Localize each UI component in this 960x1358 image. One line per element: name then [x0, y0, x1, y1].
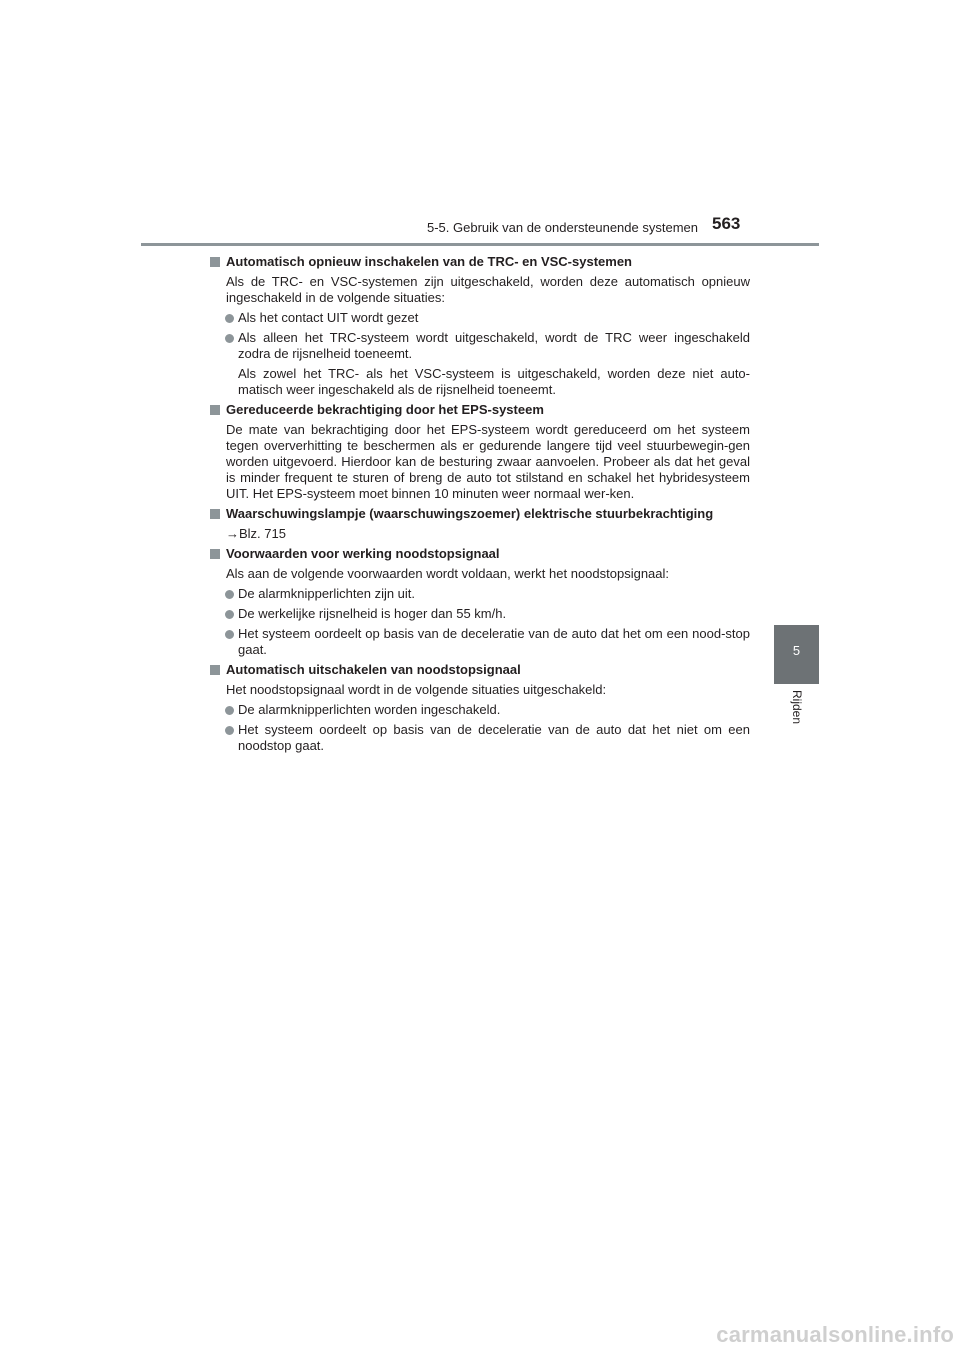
list-item: Als alleen het TRC-systeem wordt uitgeschakeld, wordt de TRC weer ingeschakeld zodra de rijsnelheid toeneemt.: [210, 330, 750, 362]
section-heading: Voorwaarden voor werking noodstopsignaal: [210, 546, 750, 562]
section-trc-vsc: [210, 254, 750, 398]
list-item: Als het contact UIT wordt gezet: [210, 310, 750, 326]
list-item: De alarmknipperlichten worden ingeschakeld.: [210, 702, 750, 718]
section-eps: [210, 402, 750, 502]
section-heading: Automatisch opnieuw inschakelen van de TRC- en VSC-systemen: [210, 254, 750, 270]
circle-bullet-icon: [225, 630, 234, 639]
circle-bullet-icon: [225, 590, 234, 599]
square-bullet-icon: [210, 549, 220, 559]
page-content: [210, 254, 750, 758]
chapter-label: [782, 690, 812, 740]
section-intro: Als aan de volgende voorwaarden wordt voldaan, werkt het noodstopsignaal:: [226, 566, 670, 581]
circle-bullet-icon: [225, 706, 234, 715]
list-item: Het systeem oordeelt op basis van de deceleratie van de auto dat het niet om een noodstop gaat.: [210, 722, 750, 754]
circle-bullet-icon: [225, 334, 234, 343]
section-heading: Automatisch uitschakelen van noodstopsignaal: [210, 662, 750, 678]
chapter-tab[interactable]: [774, 625, 819, 684]
list-item: De werkelijke rijsnelheid is hoger dan 55 km/h.: [210, 606, 750, 622]
chapter-number: 5: [792, 643, 801, 658]
section-warning-light: [210, 506, 750, 542]
list-item: De alarmknipperlichten zijn uit.: [210, 586, 750, 602]
square-bullet-icon: [210, 257, 220, 267]
watermark: carmanualsonline.info: [716, 1322, 954, 1347]
circle-bullet-icon: [225, 726, 234, 735]
header-divider: [141, 243, 819, 246]
list-item: Het systeem oordeelt op basis van de deceleratie van de auto dat het om een nood-stop gaat.: [210, 626, 750, 658]
list-note: Als zowel het TRC- als het VSC-systeem is uitgeschakeld, worden deze niet auto-matisch weer ingeschakeld als de rijsnelheid toeneemt.: [238, 366, 750, 397]
square-bullet-icon: [210, 509, 220, 519]
section-emergency-conditions: [210, 546, 750, 658]
circle-bullet-icon: [225, 610, 234, 619]
page-reference-link[interactable]: →Blz. 715: [226, 526, 286, 541]
section-text: De mate van bekrachtiging door het EPS-systeem wordt gereduceerd om het systeem tegen oververhitting te beschermen als er gedurende langere tijd veel stuurbewegin-gen worden uitgevoerd. Hierdoor kan de besturing zwaar aanvoelen. Probeer als dat het geval is minder frequent te sturen of breng de auto tot stilstand en schakel het hybridesysteem UIT. Het EPS-systeem moet binnen 10 minuten weer normaal wer-ken.: [226, 422, 750, 501]
chapter-label-text: Rijden: [790, 690, 804, 725]
section-intro: Als de TRC- en VSC-systemen zijn uitgeschakeld, worden deze automatisch opnieuw ingeschakeld in de volgende situaties:: [226, 274, 750, 305]
section-intro: Het noodstopsignaal wordt in de volgende situaties uitgeschakeld:: [226, 682, 607, 697]
page-number: 563: [712, 214, 741, 233]
square-bullet-icon: [210, 665, 220, 675]
section-heading: Waarschuwingslampje (waarschuwingszoemer) elektrische stuurbekrachtiging: [210, 506, 750, 522]
square-bullet-icon: [210, 405, 220, 415]
circle-bullet-icon: [225, 314, 234, 323]
section-emergency-off: [210, 662, 750, 754]
section-heading: Gereduceerde bekrachtiging door het EPS-systeem: [210, 402, 750, 418]
page-header: [0, 0, 960, 250]
section-title: 5-5. Gebruik van de ondersteunende systemen: [426, 220, 698, 235]
